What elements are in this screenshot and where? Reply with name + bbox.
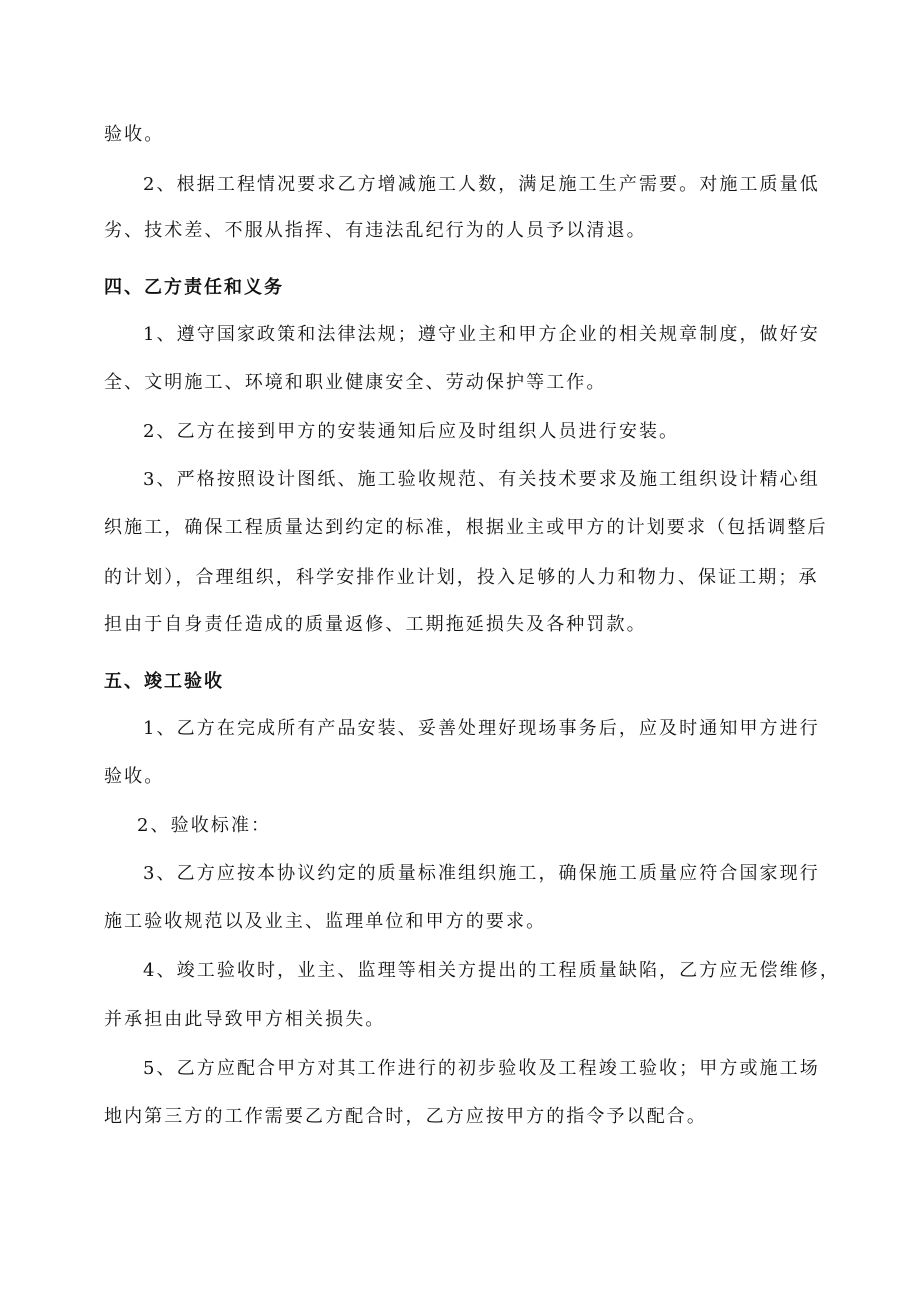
paragraph-line: 3、严格按照设计图纸、施工验收规范、有关技术要求及施工组织设计精心组 [143,469,820,490]
paragraph-line: 地内第三方的工作需要乙方配合时，乙方应按甲方的指令予以配合。 [104,1106,707,1127]
paragraph-line: 验收。 [104,124,165,145]
section-heading-5: 五、竣工验收 [104,671,224,692]
paragraph-line: 验收。 [104,766,165,787]
paragraph-line: 全、文明施工、环境和职业健康安全、劳动保护等工作。 [104,372,607,393]
section-heading-4: 四、乙方责任和义务 [104,277,284,298]
paragraph-line: 2、乙方在接到甲方的安装通知后应及时组织人员进行安装。 [143,421,680,442]
paragraph-line: 施工验收规范以及业主、监理单位和甲方的要求。 [104,911,547,932]
paragraph-line: 担由于自身责任造成的质量返修、工期拖延损失及各种罚款。 [104,614,647,635]
paragraph-line: 2、验收标准： [137,815,272,836]
paragraph-line: 1、乙方在完成所有产品安装、妥善处理好现场事务后，应及时通知甲方进行 [143,718,820,739]
paragraph-line: 1、遵守国家政策和法律法规；遵守业主和甲方企业的相关规章制度，做好安 [143,324,820,345]
paragraph-line: 并承担由此导致甲方相关损失。 [104,1009,386,1030]
paragraph-line: 5、乙方应配合甲方对其工作进行的初步验收及工程竣工验收；甲方或施工场 [143,1058,820,1079]
paragraph-line: 劣、技术差、不服从指挥、有违法乱纪行为的人员予以清退。 [104,220,647,241]
paragraph-line: 3、乙方应按本协议约定的质量标准组织施工，确保施工质量应符合国家现行 [143,863,820,884]
paragraph-line: 织施工，确保工程质量达到约定的标准，根据业主或甲方的计划要求（包括调整后 [104,517,828,538]
paragraph-line: 的计划），合理组织，科学安排作业计划，投入足够的人力和物力、保证工期；承 [104,567,819,588]
paragraph-line: 4、竣工验收时，业主、监理等相关方提出的工程质量缺陷，乙方应无偿维修， [143,960,840,981]
paragraph-line: 2、根据工程情况要求乙方增减施工人数，满足施工生产需要。对施工质量低 [143,174,820,195]
